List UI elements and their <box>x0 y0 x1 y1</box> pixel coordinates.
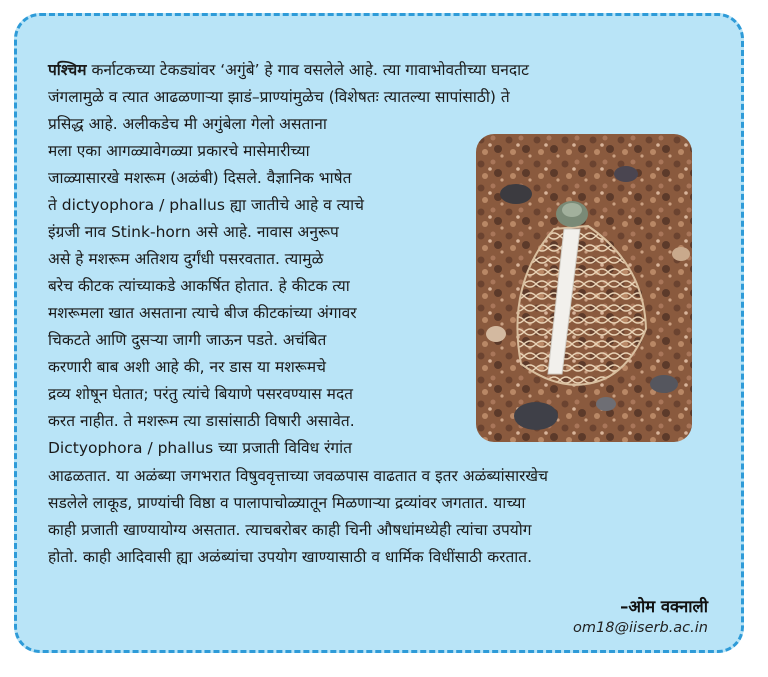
article-line: करणारी बाब अशी आहे की, नर डास या मशरूमचे <box>48 358 326 376</box>
article-line: चिकटते आणि दुसऱ्या जागी जाऊन पडते. अचंबित <box>48 331 327 349</box>
stinkhorn-mushroom-photo <box>476 134 692 442</box>
line-text: कर्नाटकच्या टेकड्यांवर ‘अगुंबे’ हे गाव वसलेले आहे. त्या गावाभोवतीच्या घनदाट <box>86 61 529 79</box>
article-line: सडलेले लाकूड, प्राण्यांची विष्ठा व पालापाचोळ्यातून मिळणाऱ्या द्रव्यांवर जगतात. याच्या <box>48 494 526 512</box>
article-line: प्रसिद्ध आहे. अलीकडेच मी अगुंबेला गेलो असताना <box>48 115 327 133</box>
article-line: मला एका आगळ्यावेगळ्या प्रकारचे मासेमारीच्या <box>48 142 310 160</box>
article-line: काही प्रजाती खाण्यायोग्य असतात. त्याचबरोबर काही चिनी औषधांमध्येही त्यांचा उपयोग <box>48 521 532 539</box>
author-name: –ओम वक्नाली <box>620 597 708 616</box>
article-line: करत नाहीत. ते मशरूम त्या डासांसाठी विषारी असावेत. <box>48 412 355 430</box>
lead-word: पश्चिम <box>48 61 87 79</box>
author-email: om18@iiserb.ac.in <box>573 620 708 636</box>
article-line: असे हे मशरूम अतिशय दुर्गंधी पसरवतात. त्यामुळे <box>48 250 324 268</box>
article-line: जंगलामुळे व त्यात आढळणाऱ्या झाडं–प्राण्यांमुळेच (विशेषतः त्यातल्या सापांसाठी) ते <box>48 88 510 106</box>
article-line: Dictyophora / phallus च्या प्रजाती विविध रंगांत <box>48 439 353 457</box>
article-line: बरेच कीटक त्यांच्याकडे आकर्षित होतात. हे कीटक त्या <box>48 277 350 295</box>
article-line: इंग्रजी नाव Stink-horn असे आहे. नावास अनुरूप <box>48 223 339 241</box>
article-line: जाळ्यासारखे मशरूम (अळंबी) दिसले. वैज्ञानिक भाषेत <box>48 169 352 187</box>
article-line: मशरूमला खात असताना त्याचे बीज कीटकांच्या अंगावर <box>48 304 357 322</box>
article-line: द्रव्य शोषून घेतात; परंतु त्यांचे बियाणे पसरवण्यास मदत <box>48 385 354 403</box>
article-line: होतो. काही आदिवासी ह्या अळंब्यांचा उपयोग खाण्यासाठी व धार्मिक विधींसाठी करतात. <box>48 548 533 566</box>
article-line <box>48 60 708 80</box>
article-line: ते dictyophora / phallus ह्या जातीचे आहे व त्याचे <box>48 196 365 214</box>
article-line: आढळतात. या अळंब्या जगभरात विषुववृत्ताच्या जवळपास वाढतात व इतर अळंब्यांसारखेच <box>48 467 548 485</box>
